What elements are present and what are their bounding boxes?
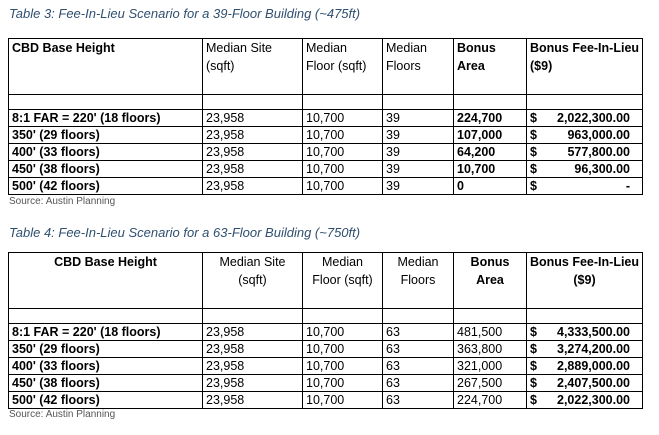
table-row bbox=[9, 161, 643, 178]
cell-median-site: 23,958 bbox=[203, 161, 303, 178]
cell-base-height: 500' (42 floors) bbox=[9, 178, 203, 195]
header-median-floors: Median Floors bbox=[383, 253, 454, 309]
currency-symbol: $ bbox=[530, 162, 537, 176]
cell-median-site: 23,958 bbox=[203, 127, 303, 144]
table-row bbox=[9, 324, 643, 341]
currency-symbol: $ bbox=[530, 145, 537, 159]
table-4-header-row bbox=[9, 253, 643, 309]
header-median-floor: Median Floor (sqft) bbox=[303, 253, 383, 309]
table-row bbox=[9, 341, 643, 358]
header-bonus-area: Bonus Area bbox=[454, 253, 527, 309]
cell-bonus-area: 481,500 bbox=[454, 324, 527, 341]
cell-bonus-fee bbox=[527, 178, 643, 195]
cell-bonus-area: 64,200 bbox=[454, 144, 527, 161]
cell-median-floors: 39 bbox=[383, 161, 454, 178]
cell-bonus-fee bbox=[527, 127, 643, 144]
cell-median-site: 23,958 bbox=[203, 178, 303, 195]
cell-bonus-fee bbox=[527, 161, 643, 178]
table-row bbox=[9, 144, 643, 161]
currency-symbol: $ bbox=[530, 325, 537, 339]
cell-bonus-fee bbox=[527, 110, 643, 127]
cell-median-floor: 10,700 bbox=[303, 375, 383, 392]
header-cbd-base-height: CBD Base Height bbox=[9, 39, 203, 95]
spacer-cell bbox=[9, 95, 203, 110]
header-median-site: Median Site (sqft) bbox=[203, 253, 303, 309]
currency-symbol: $ bbox=[530, 342, 537, 356]
currency-symbol: $ bbox=[530, 111, 537, 125]
fee-amount: 2,407,500.00 bbox=[557, 376, 630, 390]
header-median-floors: Median Floors bbox=[383, 39, 454, 95]
spacer-cell bbox=[527, 309, 643, 324]
cell-median-floors: 63 bbox=[383, 375, 454, 392]
cell-base-height: 400' (33 floors) bbox=[9, 358, 203, 375]
currency-symbol: $ bbox=[530, 179, 537, 193]
cell-median-floor: 10,700 bbox=[303, 144, 383, 161]
cell-bonus-area: 321,000 bbox=[454, 358, 527, 375]
spacer-cell bbox=[303, 309, 383, 324]
table-3-header-row bbox=[9, 39, 643, 95]
header-bonus-fee: Bonus Fee-In-Lieu ($9) bbox=[527, 39, 643, 95]
spacer-cell bbox=[383, 309, 454, 324]
cell-bonus-area: 224,700 bbox=[454, 392, 527, 409]
table-3-caption: Table 3: Fee-In-Lieu Scenario for a 39-Floor Building (~475ft) bbox=[9, 6, 361, 21]
table-row bbox=[9, 127, 643, 144]
cell-base-height: 400' (33 floors) bbox=[9, 144, 203, 161]
header-median-floor: Median Floor (sqft) bbox=[303, 39, 383, 95]
cell-base-height: 350' (29 floors) bbox=[9, 127, 203, 144]
fee-amount: 96,300.00 bbox=[574, 162, 630, 176]
table-4 bbox=[8, 252, 643, 409]
cell-median-site: 23,958 bbox=[203, 324, 303, 341]
header-median-site: Median Site (sqft) bbox=[203, 39, 303, 95]
fee-amount: 4,333,500.00 bbox=[557, 325, 630, 339]
cell-bonus-area: 267,500 bbox=[454, 375, 527, 392]
cell-median-floors: 39 bbox=[383, 144, 454, 161]
spacer-cell bbox=[203, 95, 303, 110]
cell-median-site: 23,958 bbox=[203, 392, 303, 409]
cell-median-floors: 63 bbox=[383, 358, 454, 375]
cell-median-floors: 63 bbox=[383, 324, 454, 341]
spacer-cell bbox=[203, 309, 303, 324]
currency-symbol: $ bbox=[530, 359, 537, 373]
cell-median-floor: 10,700 bbox=[303, 392, 383, 409]
cell-median-floor: 10,700 bbox=[303, 178, 383, 195]
spacer-row bbox=[9, 309, 643, 324]
header-cbd-base-height: CBD Base Height bbox=[9, 253, 203, 309]
cell-bonus-fee bbox=[527, 144, 643, 161]
cell-bonus-area: 0 bbox=[454, 178, 527, 195]
cell-bonus-fee bbox=[527, 324, 643, 341]
spacer-cell bbox=[527, 95, 643, 110]
cell-bonus-area: 10,700 bbox=[454, 161, 527, 178]
cell-bonus-area: 363,800 bbox=[454, 341, 527, 358]
table-3-body bbox=[9, 95, 643, 195]
table-3 bbox=[8, 38, 643, 195]
cell-median-site: 23,958 bbox=[203, 375, 303, 392]
cell-median-site: 23,958 bbox=[203, 110, 303, 127]
table-row bbox=[9, 110, 643, 127]
cell-base-height: 8:1 FAR = 220' (18 floors) bbox=[9, 324, 203, 341]
cell-median-floors: 39 bbox=[383, 127, 454, 144]
table-row bbox=[9, 358, 643, 375]
cell-base-height: 8:1 FAR = 220' (18 floors) bbox=[9, 110, 203, 127]
fee-amount: 2,022,300.00 bbox=[557, 111, 630, 125]
currency-symbol: $ bbox=[530, 128, 537, 142]
spacer-cell bbox=[454, 309, 527, 324]
table-4-caption: Table 4: Fee-In-Lieu Scenario for a 63-Floor Building (~750ft) bbox=[9, 225, 361, 240]
table-3-source: Source: Austin Planning bbox=[9, 196, 116, 207]
header-bonus-area: Bonus Area bbox=[454, 39, 527, 95]
fee-amount: 963,000.00 bbox=[567, 128, 630, 142]
cell-median-floor: 10,700 bbox=[303, 110, 383, 127]
cell-bonus-fee bbox=[527, 375, 643, 392]
header-bonus-fee: Bonus Fee-In-Lieu ($9) bbox=[527, 253, 643, 309]
cell-median-floors: 63 bbox=[383, 341, 454, 358]
cell-median-floor: 10,700 bbox=[303, 324, 383, 341]
cell-median-floor: 10,700 bbox=[303, 358, 383, 375]
cell-bonus-fee bbox=[527, 358, 643, 375]
table-row bbox=[9, 375, 643, 392]
cell-median-floors: 39 bbox=[383, 178, 454, 195]
cell-median-site: 23,958 bbox=[203, 144, 303, 161]
cell-bonus-fee bbox=[527, 392, 643, 409]
cell-median-floor: 10,700 bbox=[303, 161, 383, 178]
currency-symbol: $ bbox=[530, 393, 537, 407]
cell-median-site: 23,958 bbox=[203, 341, 303, 358]
spacer-row bbox=[9, 95, 643, 110]
spacer-cell bbox=[383, 95, 454, 110]
cell-base-height: 500' (42 floors) bbox=[9, 392, 203, 409]
cell-base-height: 450' (38 floors) bbox=[9, 161, 203, 178]
cell-bonus-fee bbox=[527, 341, 643, 358]
table-row bbox=[9, 178, 643, 195]
cell-median-floor: 10,700 bbox=[303, 127, 383, 144]
cell-bonus-area: 224,700 bbox=[454, 110, 527, 127]
spacer-cell bbox=[303, 95, 383, 110]
table-4-source: Source: Austin Planning bbox=[9, 409, 116, 420]
currency-symbol: $ bbox=[530, 376, 537, 390]
table-row bbox=[9, 392, 643, 409]
cell-median-floor: 10,700 bbox=[303, 341, 383, 358]
cell-base-height: 350' (29 floors) bbox=[9, 341, 203, 358]
fee-amount: 2,889,000.00 bbox=[557, 359, 630, 373]
spacer-cell bbox=[454, 95, 527, 110]
cell-median-floors: 63 bbox=[383, 392, 454, 409]
fee-amount: - bbox=[625, 179, 630, 193]
fee-amount: 577,800.00 bbox=[567, 145, 630, 159]
cell-bonus-area: 107,000 bbox=[454, 127, 527, 144]
cell-median-site: 23,958 bbox=[203, 358, 303, 375]
fee-amount: 2,022,300.00 bbox=[557, 393, 630, 407]
spacer-cell bbox=[9, 309, 203, 324]
cell-median-floors: 39 bbox=[383, 110, 454, 127]
table-4-body bbox=[9, 309, 643, 409]
cell-base-height: 450' (38 floors) bbox=[9, 375, 203, 392]
fee-amount: 3,274,200.00 bbox=[557, 342, 630, 356]
